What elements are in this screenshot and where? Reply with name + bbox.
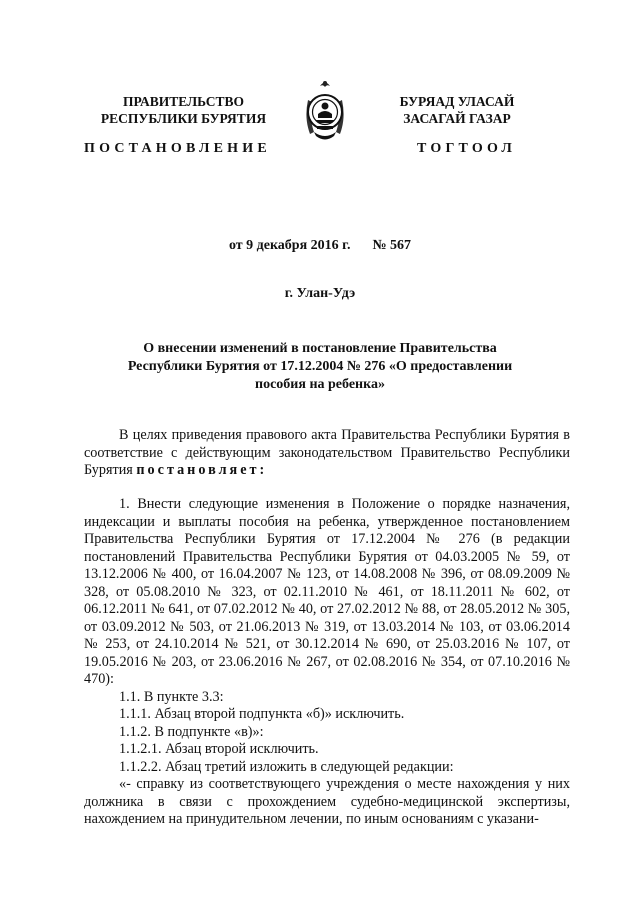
buryat-name-line2: ЗАСАГАЙ ГАЗАР [403,111,511,126]
buryat-name-line1: БУРЯАД УЛАСАЙ [399,94,515,109]
header-left-block [96,93,271,127]
header-right-block [382,93,532,127]
quote-paragraph: «- справку из соответствующего учреждения о месте нахождения у них должника в связи с прохождением судебно-медицинской экспертизы, нахождением на принудительном лечении, по иным основаниям с указани- [84,776,570,827]
decree-number: № 567 [372,238,412,253]
government-name-line2: РЕСПУБЛИКИ БУРЯТИЯ [100,111,267,126]
item-1-1-2-2: 1.1.2.2. Абзац третий изложить в следующей редакции: [119,758,454,775]
title-line3: пособия на ребенка» [255,377,385,392]
date-line [0,238,640,254]
item-1-1-1: 1.1.1. Абзац второй подпункта «б)» исключить. [119,706,405,722]
decree-title-russian: ПОСТАНОВЛЕНИЕ [84,141,271,156]
item-1: 1. Внести следующие изменения в Положение о порядке назначения, индексации и выплаты пособия на ребенка, утвержденное постановлением Правительства Республики Бурятия от 17.12.2004 № 276 (в редакции постановлений Правительства Республики Бурятия от 04.03.2005 № 59, от 13.12.2006 № 400, от 16.04.2007 № 123, от 14.08.2008 № 396, от 08.09.2009 № 328, от 05.08.2010 № 323, от 02.11.2010 № 461, от 18.11.2011 № 602, от 06.12.2011 № 641, от 07.02.2012 № 40, от 27.02.2012 № 88, от 28.05.2012 № 305, от 03.09.2012 № 503, от 21.06.2013 № 319, от 13.03.2014 № 103, от 03.06.2014 № 253, от 24.10.2014 № 521, от 30.12.2014 № 690, от 25.03.2016 № 107, от 19.05.2016 № 203, от 23.06.2016 № 267, от 02.08.2016 № 354, от 07.10.2016 № 470): [84,496,570,687]
main-body [84,496,570,829]
document-title [100,340,540,394]
item-1-1-2: 1.1.2. В подпункте «в)»: [119,723,264,740]
title-line2: Республики Бурятия от 17.12.2004 № 276 «О предоставлении [127,359,513,374]
intro-paragraph [84,427,570,480]
title-line1: О внесении изменений в постановление Правительства [143,341,497,356]
intro-text: В целях приведения правового акта Правительства Республики Бурятия в соответствие с действующим законодательством Правительство Республики Бурятия [84,427,570,478]
decree-title-buryat: ТОГТООЛ [417,141,517,156]
city: г. Улан-Удэ [284,286,356,301]
government-name-line1: ПРАВИТЕЛЬСТВО [122,94,244,109]
item-1-1: 1.1. В пункте 3.3: [119,688,224,705]
decree-date: от 9 декабря 2016 г. [228,238,351,253]
intro-emphasis: постановляет: [136,462,268,478]
item-1-1-2-1: 1.1.2.1. Абзац второй исключить. [119,741,319,757]
coat-of-arms-emblem-icon [300,78,350,144]
